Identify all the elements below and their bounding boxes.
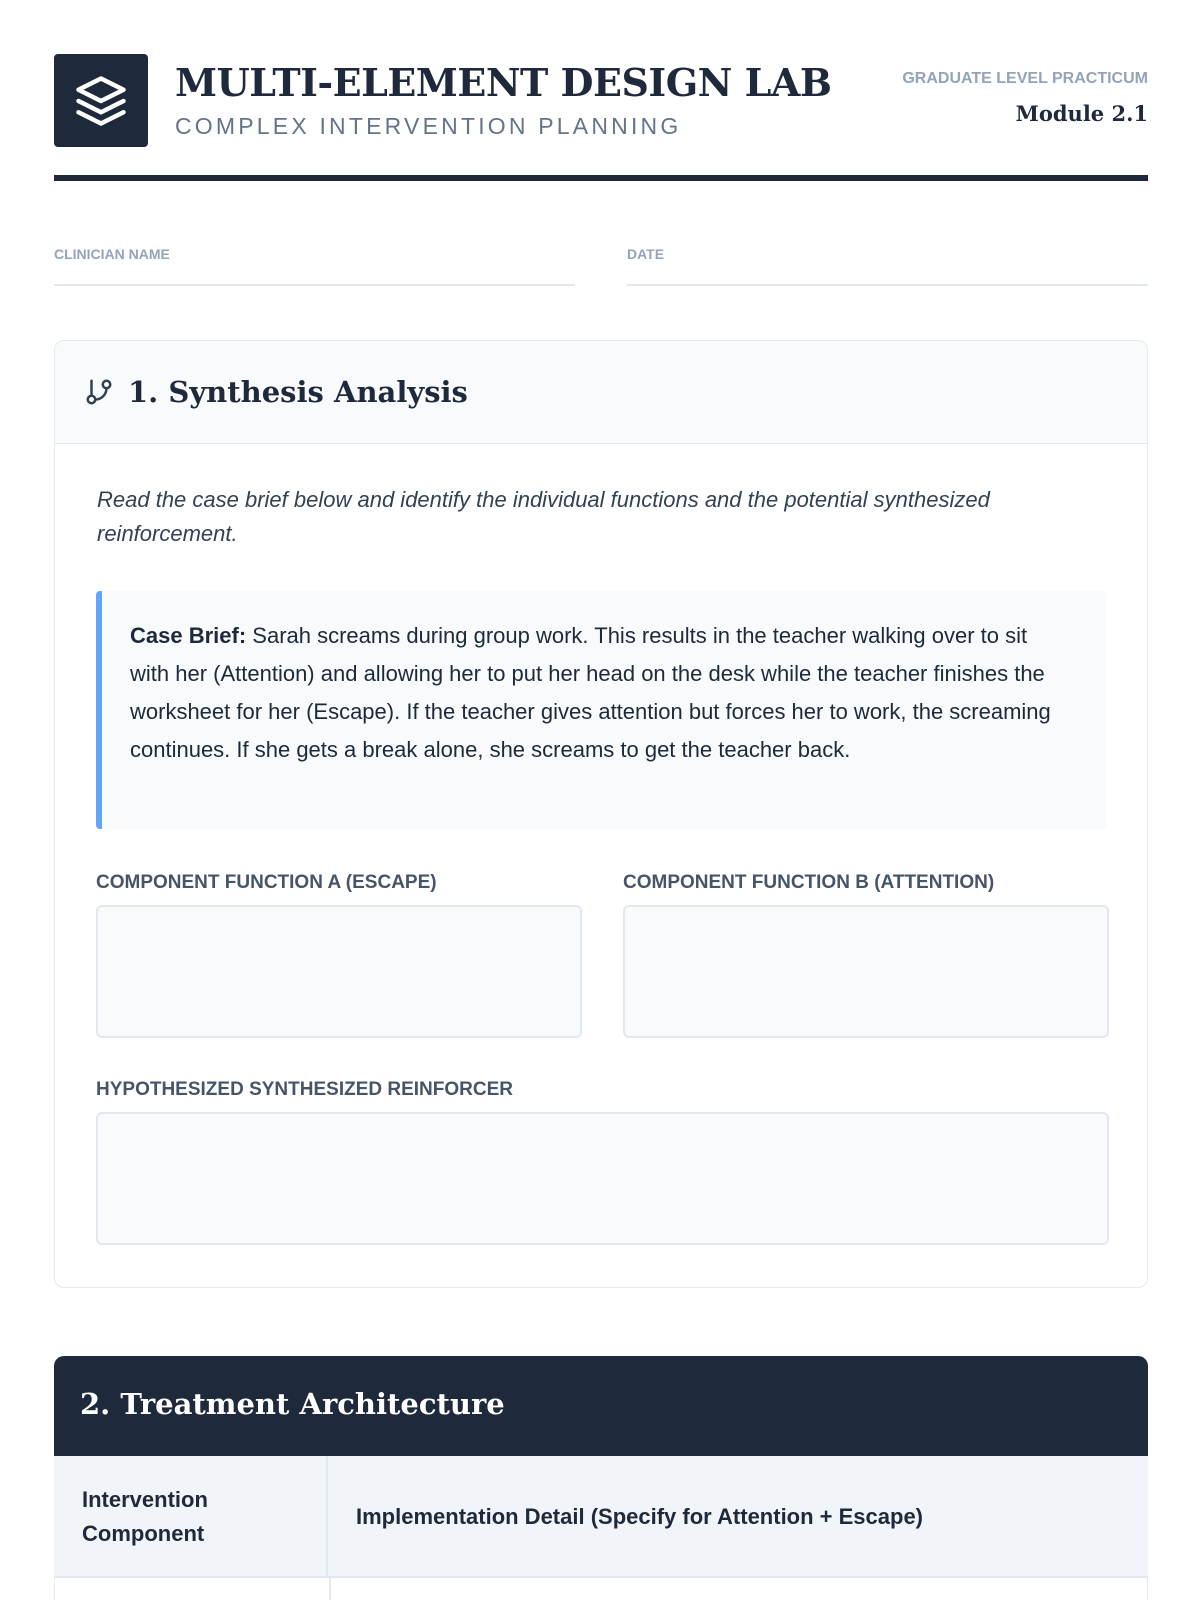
function-a-label: COMPONENT FUNCTION A (ESCAPE) [96, 872, 437, 893]
info-fields [54, 246, 1148, 286]
synthesis-analysis-header [55, 341, 1147, 444]
layers-icon [74, 74, 128, 128]
date-label: DATE [627, 246, 665, 262]
treatment-architecture-section [54, 1356, 1148, 1600]
section-title: 2. Treatment Architecture [80, 1387, 505, 1421]
column-header-component: Intervention Component [54, 1456, 328, 1578]
clinician-name-field[interactable] [54, 246, 575, 286]
logo [54, 54, 148, 147]
table-row [54, 1578, 1148, 1600]
clinician-name-label: CLINICIAN NAME [54, 246, 170, 262]
column-divider [329, 1578, 331, 1600]
synthesized-reinforcer-input[interactable] [96, 1112, 1109, 1245]
git-branch-icon [84, 377, 114, 407]
module-number: Module 2.1 [1015, 101, 1148, 126]
instructions-text: Read the case brief below and identify the individual functions and the potential synthesized reinforcement. [97, 487, 990, 546]
case-brief [96, 591, 1106, 829]
column-header-detail: Implementation Detail (Specify for Attention + Escape) [356, 1504, 924, 1529]
table-header-row [54, 1456, 1148, 1578]
page-title: MULTI-ELEMENT DESIGN LAB [175, 60, 832, 105]
function-a-input[interactable] [96, 905, 582, 1038]
page-subtitle: COMPLEX INTERVENTION PLANNING [175, 113, 682, 139]
synthesis-analysis-card [54, 340, 1148, 1288]
synthesized-reinforcer-label: HYPOTHESIZED SYNTHESIZED REINFORCER [96, 1079, 513, 1100]
worksheet-page [54, 0, 1148, 1546]
course-level: GRADUATE LEVEL PRACTICUM [902, 70, 1148, 87]
function-b-label: COMPONENT FUNCTION B (ATTENTION) [623, 872, 995, 893]
section-title: 1. Synthesis Analysis [128, 375, 468, 409]
date-field[interactable] [627, 246, 1148, 286]
function-b-input[interactable] [623, 905, 1109, 1038]
page-header [54, 0, 1148, 181]
treatment-architecture-header [54, 1356, 1148, 1456]
case-brief-label: Case Brief: [130, 623, 247, 648]
case-brief-text: Sarah screams during group work. This results in the teacher walking over to sit with her (Attention) and allowing her to put her head on the desk while the teacher finishes the worksheet for her (Escape). If the teacher gives attention but forces her to work, the screaming continues. If she gets a break alone, she screams to get the teacher back. [130, 623, 1051, 762]
